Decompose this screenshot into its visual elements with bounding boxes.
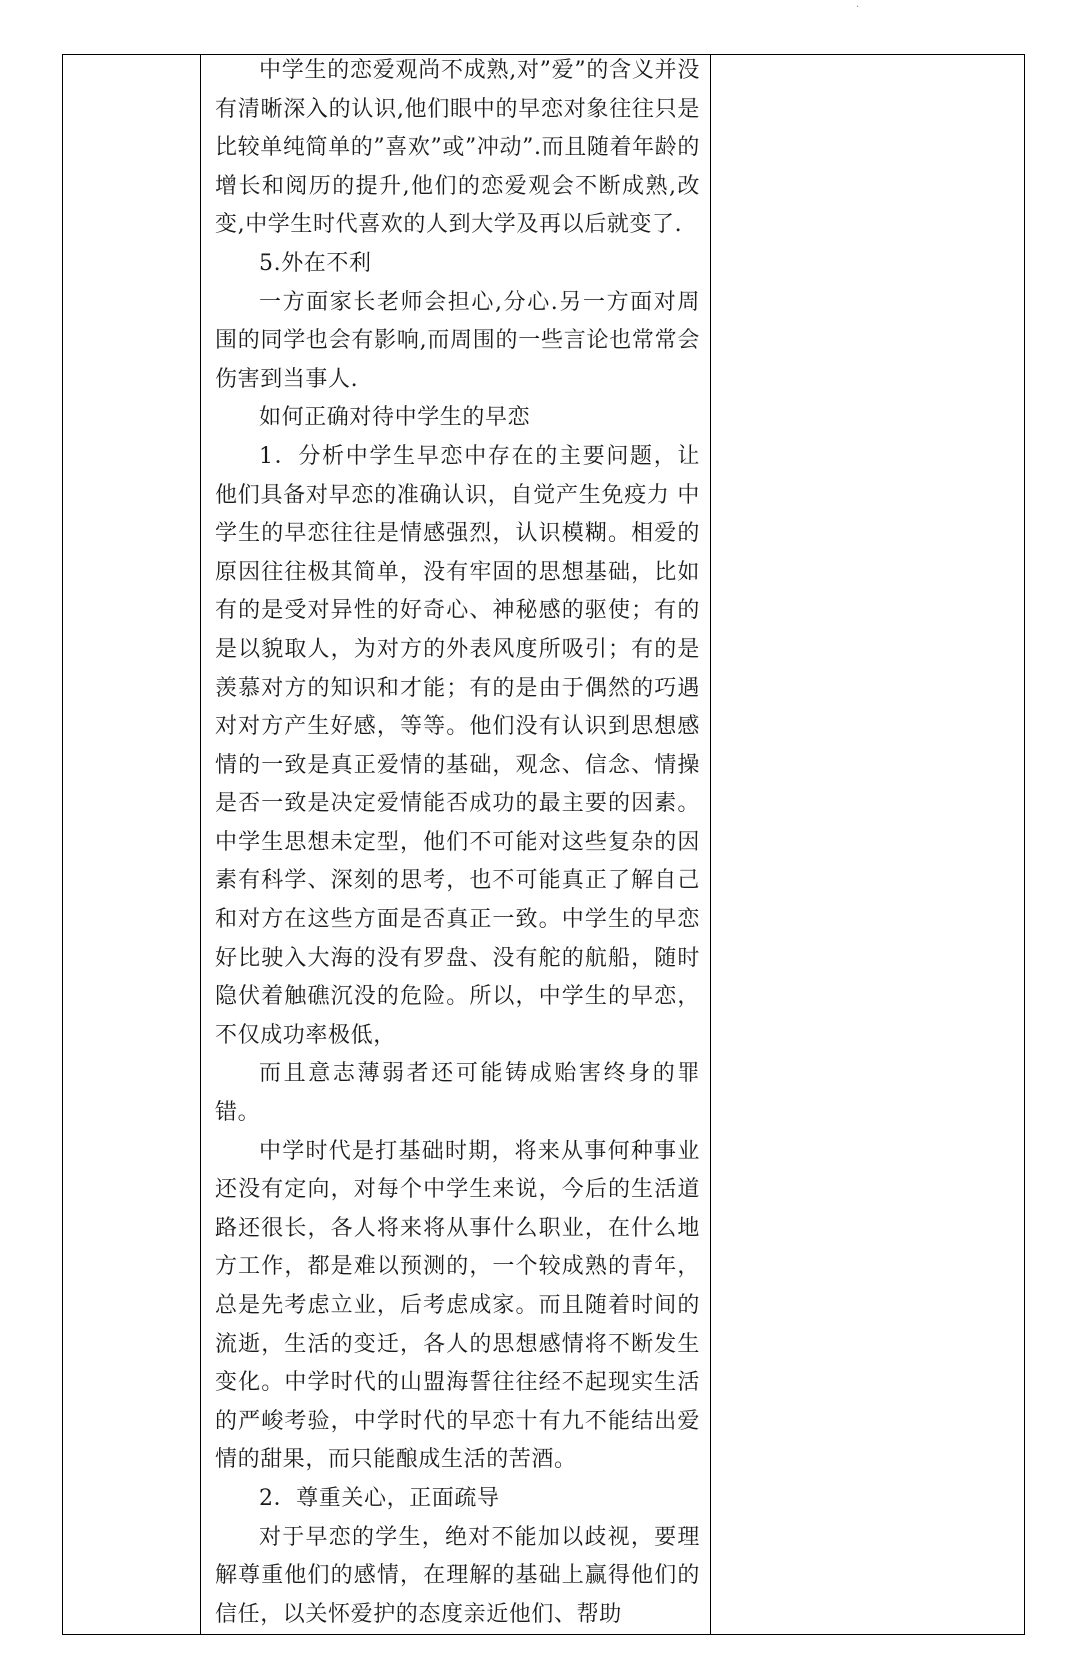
paragraph: 而且意志薄弱者还可能铸成贻害终身的罪错。 bbox=[215, 1061, 700, 1126]
paragraph: 5.外在不利 bbox=[259, 250, 372, 276]
paragraph: 1．分析中学生早恋中存在的主要问题，让他们具备对早恋的准确认识，自觉产生免疫力 中学生的早恋往往是情感强烈，认识模糊。相爱的原因往往极其简单，没有牢固的思想基础，比如有的是受对异性的好奇心、神秘感的驱使；有的是以貌取人，为对方的外表风度所吸引；有的是羡慕对方的知识和才能；有的是由于偶然的巧遇对对方产生好感，等等。他们没有认识到思想感情的一致是真正爱情的基础，观念、信念、情操是否一致是决定爱情能否成功的最主要的因素。中学生思想未定型，他们不可能对这些复杂的因素有科学、深刻的思考，也不可能真正了解自己和对方在这些方面是否真正一致。中学生的早恋好比驶入大海的没有罗盘、没有舵的航船，随时隐伏着触礁沉没的危险。所以，中学生的早恋，不仅成功率极低， bbox=[215, 443, 700, 1048]
table-row bbox=[63, 55, 1025, 1635]
paragraph: 中学生的恋爱观尚不成熟,对”爱”的含义并没有清晰深入的认识,他们眼中的早恋对象往往只是比较单纯简单的”喜欢”或”冲动”.而且随着年龄的增长和阅历的提升,他们的恋爱观会不断成熟,改变,中学生时代喜欢的人到大学及再以后就变了. bbox=[215, 58, 700, 238]
paragraph: 中学时代是打基础时期，将来从事何种事业还没有定向，对每个中学生来说，今后的生活道路还很长，各人将来将从事什么职业，在什么地方工作，都是难以预测的，一个较成熟的青年，总是先考虑立业，后考虑成家。而且随着时间的流逝，生活的变迁，各人的思想感情将不断发生变化。中学时代的山盟海誓往往经不起现实生活的严峻考验，中学时代的早恋十有九不能结出爱情的甜果，而只能酿成生活的苦酒。 bbox=[215, 1138, 700, 1473]
corner-mark: · bbox=[856, 2, 860, 13]
content-cell bbox=[201, 55, 711, 1635]
content-text bbox=[201, 52, 710, 1634]
paragraph: 对于早恋的学生，绝对不能加以歧视，要理解尊重他们的感情，在理解的基础上赢得他们的信任，以关怀爱护的态度亲近他们、帮助 bbox=[215, 1524, 700, 1627]
document-table bbox=[62, 54, 1025, 1635]
right-empty-cell bbox=[711, 55, 1025, 1635]
paragraph: 如何正确对待中学生的早恋 bbox=[259, 405, 531, 431]
paragraph: 2．尊重关心，正面疏导 bbox=[259, 1485, 500, 1511]
left-empty-cell bbox=[63, 55, 201, 1635]
paragraph: 一方面家长老师会担心,分心.另一方面对周围的同学也会有影响,而周围的一些言论也常常会伤害到当事人. bbox=[215, 289, 700, 392]
